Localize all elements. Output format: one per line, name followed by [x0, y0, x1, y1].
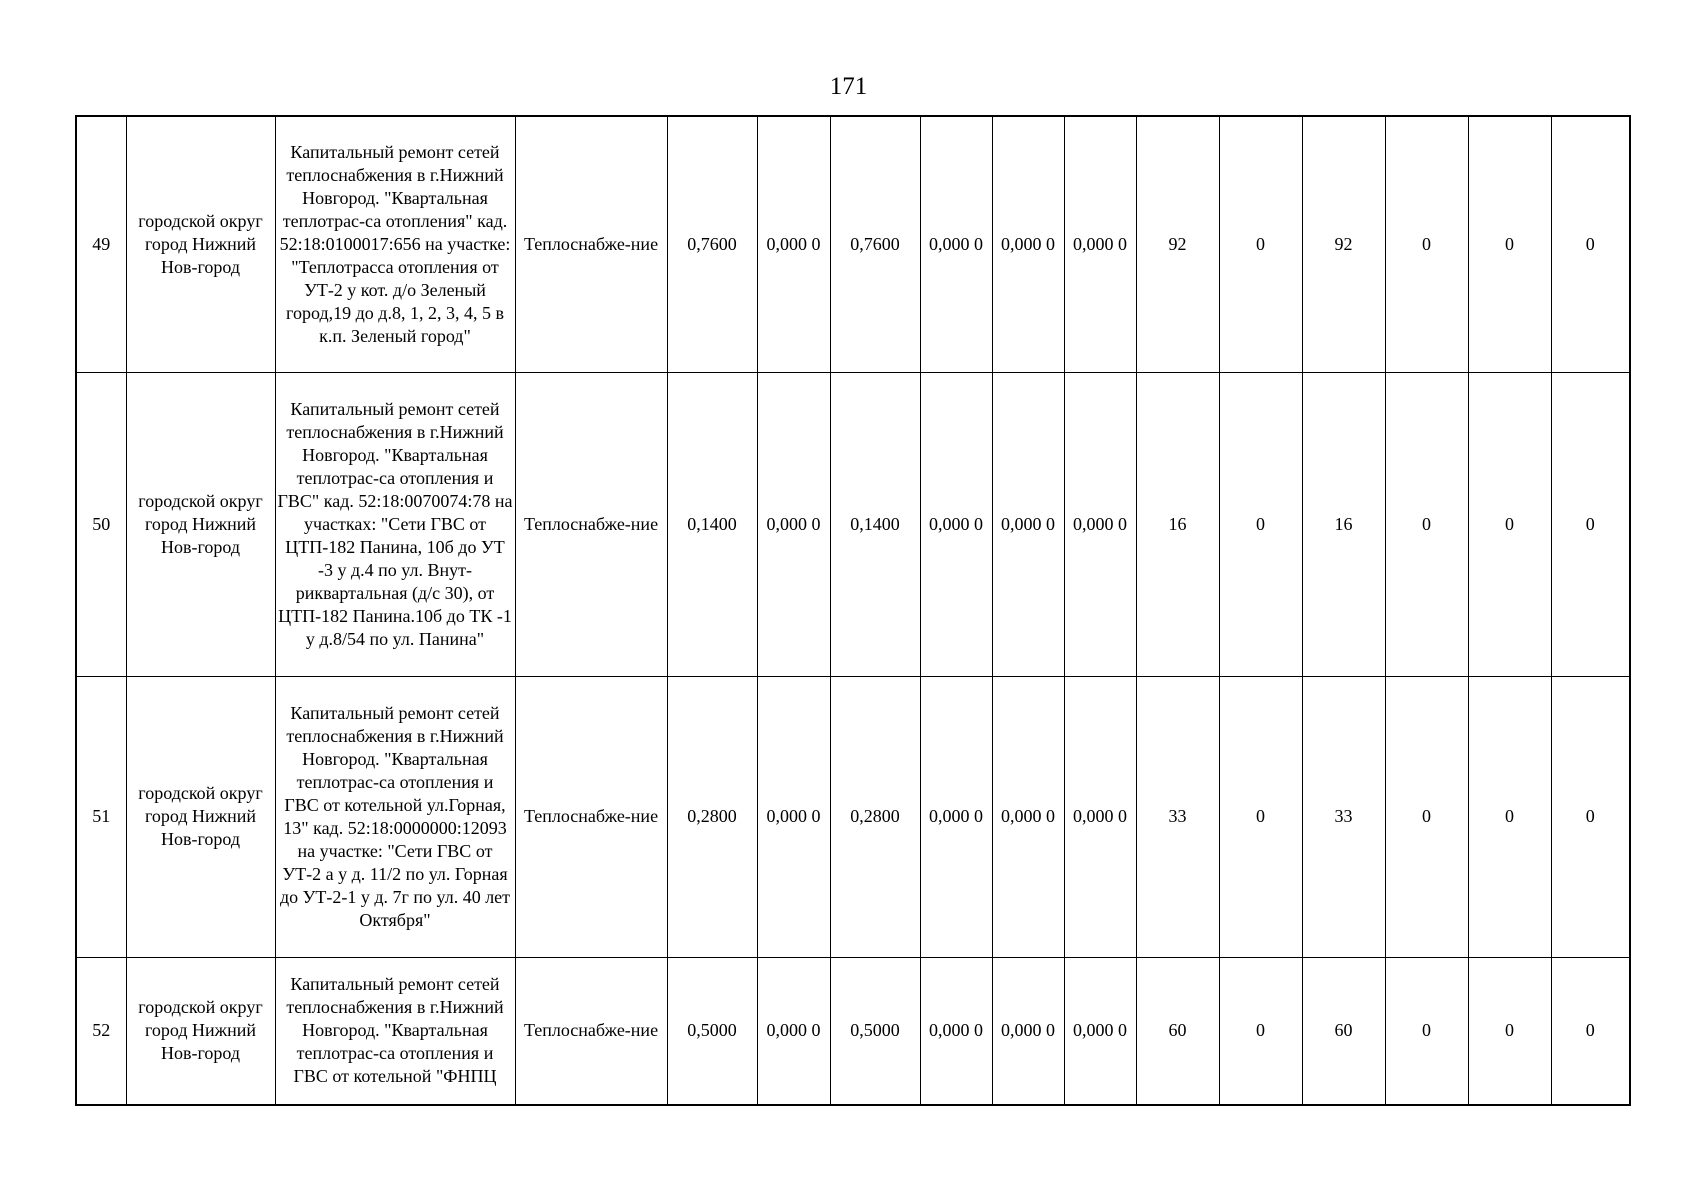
territory-cell: городской округ город Нижний Нов-город — [126, 676, 275, 957]
value-cell: 0,000 0 — [1064, 372, 1136, 676]
value-cell: 0,000 0 — [757, 957, 830, 1105]
type-cell: Теплоснабже-ние — [515, 676, 667, 957]
value-cell: 0,000 0 — [1064, 676, 1136, 957]
value-cell: 0,000 0 — [920, 372, 992, 676]
type-cell: Теплоснабже-ние — [515, 957, 667, 1105]
value-cell: 0 — [1219, 957, 1302, 1105]
value-cell: 0,000 0 — [992, 676, 1064, 957]
value-cell: 0,000 0 — [920, 957, 992, 1105]
page-number: 171 — [829, 73, 868, 100]
value-cell: 0,000 0 — [1064, 957, 1136, 1105]
value-cell: 0,1400 — [830, 372, 920, 676]
value-cell: 0,000 0 — [757, 372, 830, 676]
value-cell: 0 — [1551, 116, 1630, 372]
description-cell: Капитальный ремонт сетей теплоснабжения в г.Нижний Новгород. "Квартальная теплотрас-са отопления и ГВС от котельной "ФНПЦ — [275, 957, 515, 1105]
value-cell: 0,000 0 — [992, 116, 1064, 372]
value-cell: 0,000 0 — [920, 676, 992, 957]
value-cell: 0,000 0 — [992, 957, 1064, 1105]
territory-cell: городской округ город Нижний Нов-город — [126, 372, 275, 676]
value-cell: 60 — [1136, 957, 1219, 1105]
value-cell: 0,000 0 — [757, 676, 830, 957]
value-cell: 0 — [1468, 676, 1551, 957]
value-cell: 60 — [1302, 957, 1385, 1105]
value-cell: 16 — [1136, 372, 1219, 676]
table-row — [76, 676, 1630, 957]
value-cell: 0 — [1468, 957, 1551, 1105]
value-cell: 0 — [1551, 372, 1630, 676]
value-cell: 0 — [1385, 116, 1468, 372]
value-cell: 0,5000 — [667, 957, 757, 1105]
value-cell: 0 — [1468, 372, 1551, 676]
value-cell: 0 — [1468, 116, 1551, 372]
value-cell: 33 — [1136, 676, 1219, 957]
value-cell: 16 — [1302, 372, 1385, 676]
description-cell: Капитальный ремонт сетей теплоснабжения в г.Нижний Новгород. "Квартальная теплотрас-са отопления и ГВС" кад. 52:18:0070074:78 на участках: "Сети ГВС от ЦТП-182 Панина, 10б до УТ -3 у д.4 по ул. Внут-риквартальная (д/с 30), от ЦТП-182 Панина.10б до ТК -1 у д.8/54 по ул. Панина" — [275, 372, 515, 676]
row-number: 51 — [76, 676, 126, 957]
value-cell: 0,5000 — [830, 957, 920, 1105]
value-cell: 0 — [1219, 676, 1302, 957]
value-cell: 0,7600 — [667, 116, 757, 372]
type-cell: Теплоснабже-ние — [515, 372, 667, 676]
value-cell: 0,2800 — [667, 676, 757, 957]
type-cell: Теплоснабже-ние — [515, 116, 667, 372]
value-cell: 0 — [1385, 676, 1468, 957]
table-row — [76, 116, 1630, 372]
value-cell: 33 — [1302, 676, 1385, 957]
territory-cell: городской округ город Нижний Нов-город — [126, 116, 275, 372]
value-cell: 0 — [1385, 957, 1468, 1105]
value-cell: 0,000 0 — [757, 116, 830, 372]
value-cell: 0 — [1385, 372, 1468, 676]
value-cell: 0,000 0 — [992, 372, 1064, 676]
value-cell: 0 — [1219, 372, 1302, 676]
row-number: 52 — [76, 957, 126, 1105]
row-number: 50 — [76, 372, 126, 676]
value-cell: 92 — [1136, 116, 1219, 372]
description-cell: Капитальный ремонт сетей теплоснабжения в г.Нижний Новгород. "Квартальная теплотрас-са отопления и ГВС от котельной ул.Горная, 13" кад. 52:18:0000000:12093 на участке: "Сети ГВС от УТ-2 а у д. 11/2 по ул. Горная до УТ-2-1 у д. 7г по ул. 40 лет Октября" — [275, 676, 515, 957]
value-cell: 0 — [1551, 957, 1630, 1105]
value-cell: 0,2800 — [830, 676, 920, 957]
territory-cell: городской округ город Нижний Нов-город — [126, 957, 275, 1105]
table-row — [76, 957, 1630, 1105]
value-cell: 0 — [1551, 676, 1630, 957]
value-cell: 92 — [1302, 116, 1385, 372]
value-cell: 0,000 0 — [1064, 116, 1136, 372]
description-cell: Капитальный ремонт сетей теплоснабжения в г.Нижний Новгород. "Квартальная теплотрас-са отопления" кад. 52:18:0100017:656 на участке: "Теплотрасса отопления от УТ-2 у кот. д/о Зеленый город,19 до д.8, 1, 2, 3, 4, 5 в к.п. Зеленый город" — [275, 116, 515, 372]
value-cell: 0,7600 — [830, 116, 920, 372]
value-cell: 0 — [1219, 116, 1302, 372]
table-row — [76, 372, 1630, 676]
data-table — [75, 115, 1631, 1106]
value-cell: 0,000 0 — [920, 116, 992, 372]
row-number: 49 — [76, 116, 126, 372]
value-cell: 0,1400 — [667, 372, 757, 676]
